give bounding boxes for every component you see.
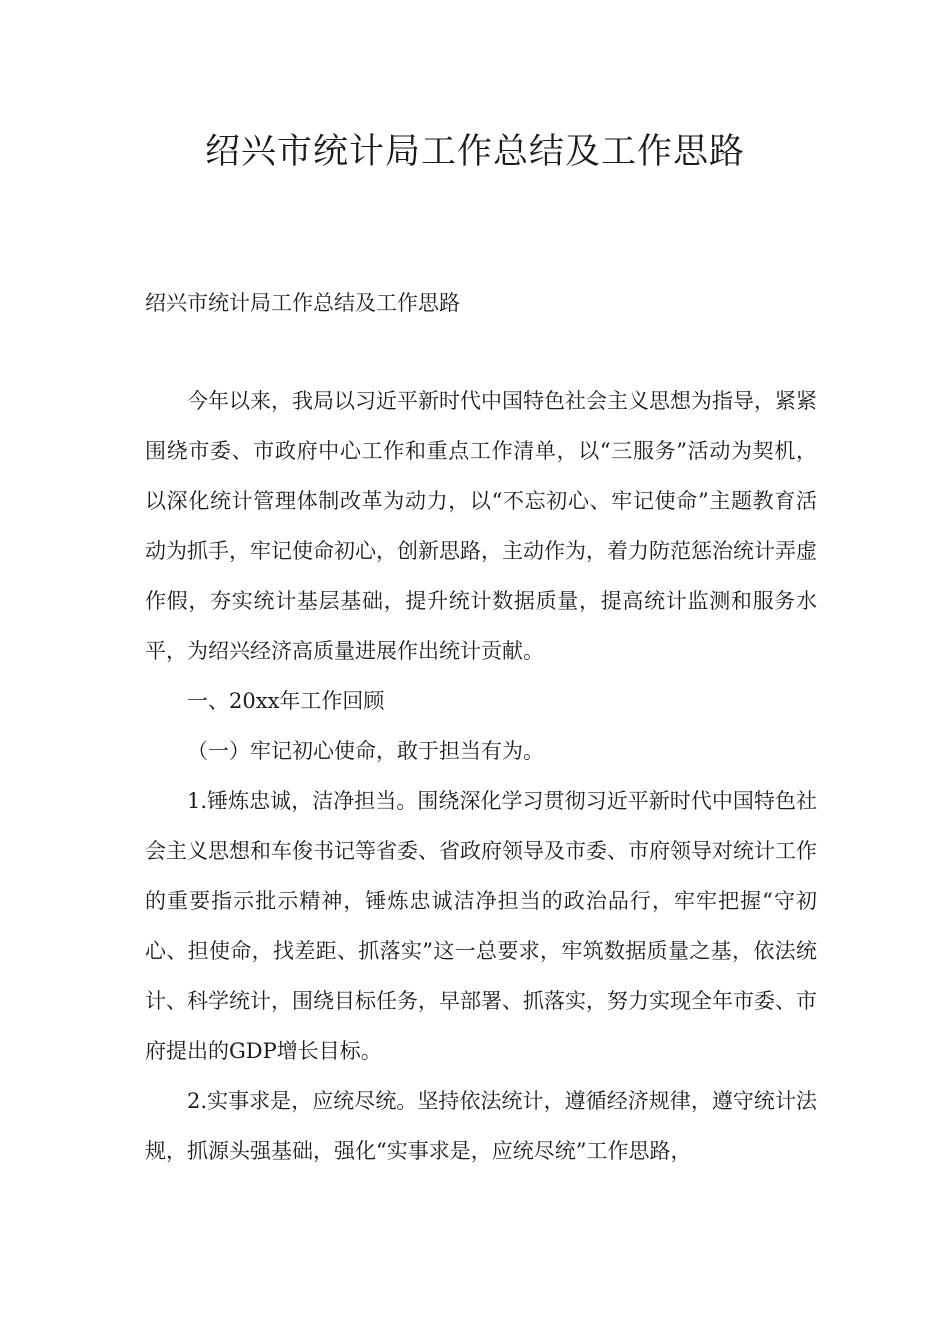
subsection-heading-mission: （一）牢记初心使命，敢于担当有为。: [187, 739, 544, 763]
paragraph-intro: 今年以来，我局以习近平新时代中国特色社会主义思想为指导，紧紧围绕市委、市政府中心工作和重点工作清单，以“三服务”活动为契机，以深化统计管理体制改革为动力，以“不忘初心、牢记使命”主题教育活动为抓手，牢记使命初心，创新思路，主动作为，着力防范惩治统计弄虚作假，夯实统计基层基础，提升统计数据质量，提高统计监测和服务水平，为绍兴经济高质量进展作出统计贡献。: [145, 389, 817, 663]
document-subtitle: 绍兴市统计局工作总结及工作思路: [145, 291, 460, 315]
section-heading-review: 一、20xx年工作回顾: [187, 689, 385, 713]
paragraph-item-2: 2.实事求是，应统尽统。坚持依法统计，遵循经济规律，遵守统计法规，抓源头强基础，强化“实事求是，应统尽统”工作思路，: [145, 1089, 817, 1163]
document-title: 绍兴市统计局工作总结及工作思路: [204, 132, 745, 172]
paragraph-item-1: 1.锤炼忠诚，洁净担当。围绕深化学习贯彻习近平新时代中国特色社会主义思想和车俊书记等省委、省政府领导及市委、市府领导对统计工作的重要指示批示精神，锤炼忠诚洁净担当的政治品行，牢牢把握“守初心、担使命，找差距、抓落实”这一总要求，牢筑数据质量之基，依法统计、科学统计，围绕目标任务，早部署、抓落实，努力实现全年市委、市府提出的GDP增长目标。: [145, 789, 817, 1063]
document-body: [145, 376, 817, 1176]
